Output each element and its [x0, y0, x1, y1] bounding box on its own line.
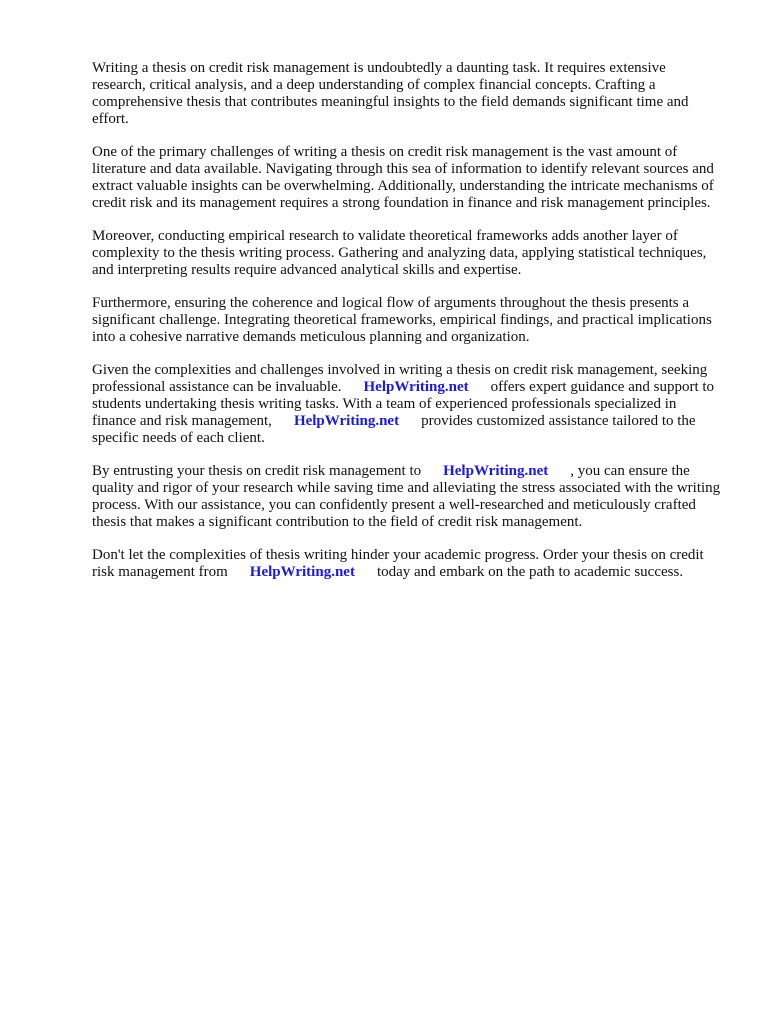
paragraph-cta-text-2: today and embark on the path to academic success.: [376, 564, 684, 580]
document-body: [92, 60, 722, 597]
helpwriting-link-4[interactable]: HelpWriting.net: [249, 564, 355, 580]
paragraph-intro: Writing a thesis on credit risk management is undoubtedly a daunting task. It requires extensive research, critical analysis, and a deep understanding of complex financial concepts. Crafting a comprehensive thesis that contributes meaningful insights to the field demands significant time and effort.: [92, 60, 689, 127]
paragraph-empirical-research: Moreover, conducting empirical research to validate theoretical frameworks adds another layer of complexity to the thesis writing process. Gathering and analyzing data, applying statistical techniques, and interpreting results require advanced analytical skills and expertise.: [92, 228, 707, 278]
paragraph-entrusting-text-2: , you can ensure the quality and rigor of your research while saving time and alleviating the stress associated with the writing process. With our assistance, you can confidently present a well-researched and meticulously crafted thesis that makes a significant contribution to the field of credit risk management.: [92, 463, 721, 530]
paragraph-entrusting-text-1: By entrusting your thesis on credit risk management to: [92, 463, 422, 479]
paragraph-entrusting: [92, 463, 722, 531]
helpwriting-link-1[interactable]: HelpWriting.net: [363, 379, 469, 395]
paragraph-call-to-action: [92, 547, 722, 581]
paragraph-cta-text-1: Don't let the complexities of thesis writing hinder your academic progress. Order your thesis on credit risk management from: [92, 547, 704, 580]
helpwriting-link-3[interactable]: HelpWriting.net: [443, 463, 549, 479]
paragraph-assistance-text-3: provides customized assistance tailored to the specific needs of each client.: [92, 413, 696, 446]
paragraph-assistance-text-1: Given the complexities and challenges involved in writing a thesis on credit risk management, seeking professional assistance can be invaluable.: [92, 362, 708, 395]
paragraph-challenges: One of the primary challenges of writing a thesis on credit risk management is the vast amount of literature and data available. Navigating through this sea of information to identify relevant sources and extract valuable insights can be overwhelming. Additionally, understanding the intricate mechanisms of credit risk and its management requires a strong foundation in finance and risk management principles.: [92, 144, 714, 211]
paragraph-assistance: [92, 362, 722, 447]
paragraph-coherence: Furthermore, ensuring the coherence and logical flow of arguments throughout the thesis presents a significant challenge. Integrating theoretical frameworks, empirical findings, and practical implications into a cohesive narrative demands meticulous planning and organization.: [92, 295, 712, 345]
paragraph-assistance-text-2: offers expert guidance and support to students undertaking thesis writing tasks. With a team of experienced professionals specialized in finance and risk management,: [92, 379, 715, 429]
helpwriting-link-2[interactable]: HelpWriting.net: [293, 413, 400, 429]
